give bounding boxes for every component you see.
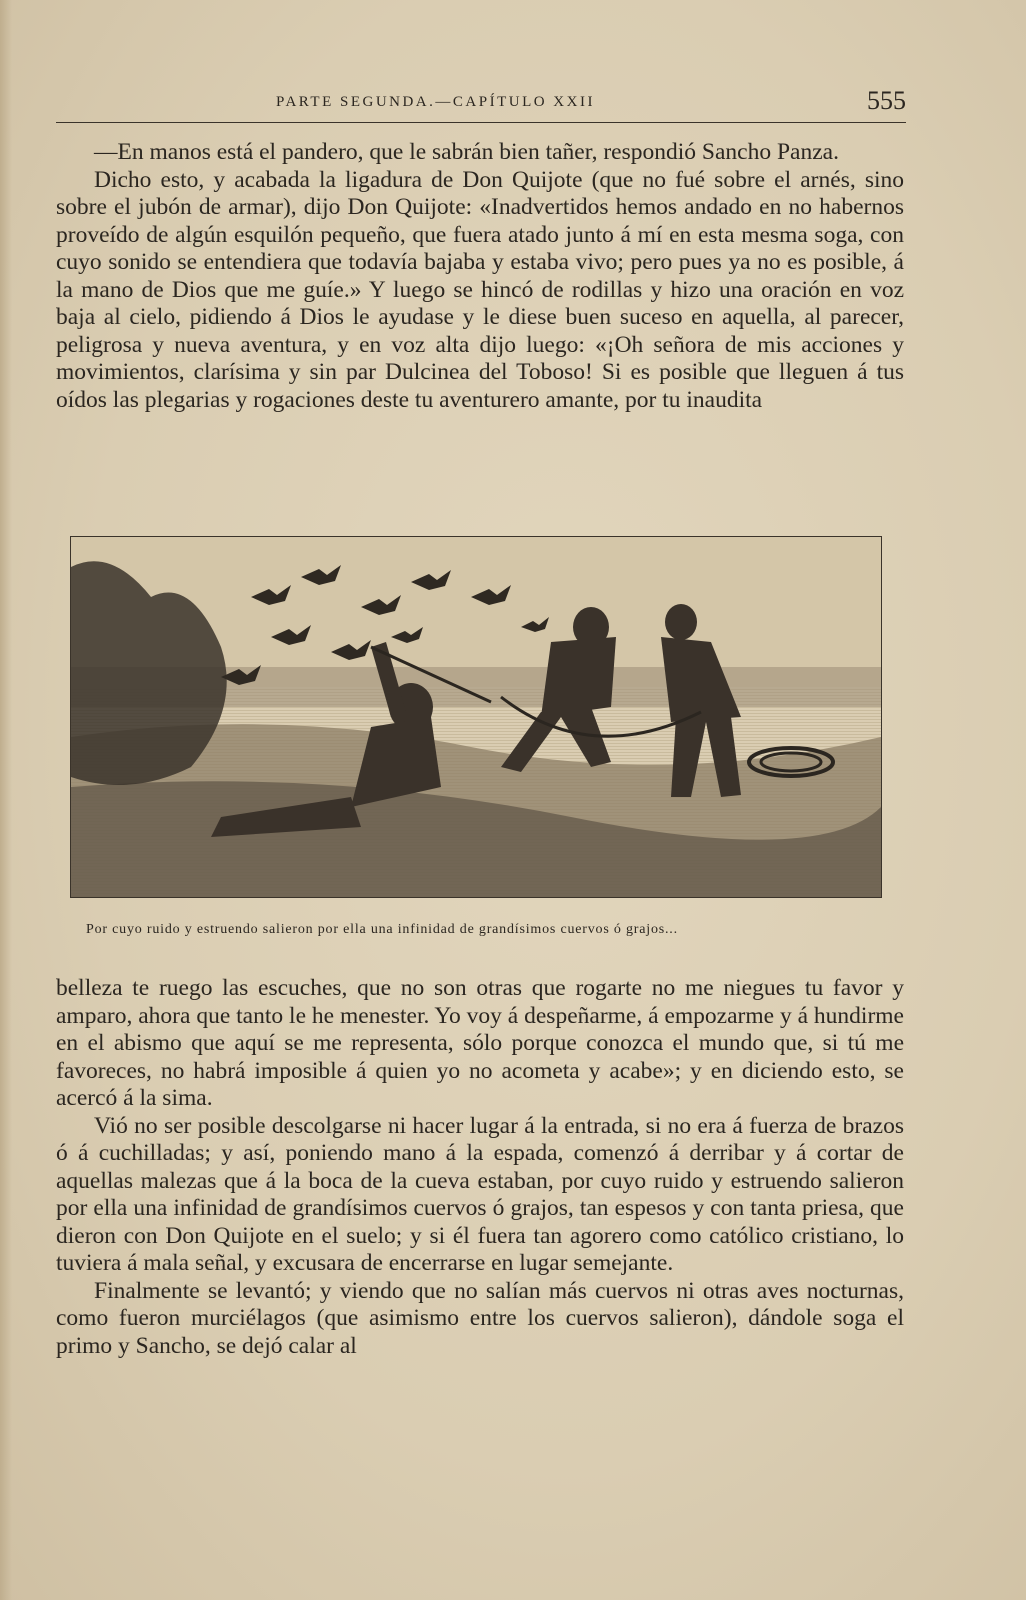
text-block-bottom [56,975,904,1360]
paragraph: —En manos está el pandero, que le sabrán bien tañer, respondió Sancho Panza. [94,139,839,165]
paragraph: Dicho esto, y acabada la ligadura de Don Quijote (que no fué sobre el arnés, sino sobre el jubón de armar), dijo Don Quijote: «Inadvertidos hemos andado en no habernos proveído de algún esquilón pequeño, que fuera atado junto á mí en esta mesma soga, con cuyo sonido se entendiera que todavía bajaba y estaba vivo; pero pues ya no es posible, á la mano de Dios que me guíe.» Y luego se hincó de rodillas y hizo una oración en voz baja al cielo, pidiendo á Dios le ayudase y le diese buen suceso en aquella, al parecer, peligrosa y nueva aventura, y en voz alta dijo luego: «¡Oh señora de mis acciones y movimientos, clarísima y sin par Dulcinea del Toboso! Si es posible que lleguen á tus oídos las plegarias y rogaciones deste tu aventurero amante, por tu inaudita [56,166,904,413]
engraving-illustration [70,536,882,898]
running-head: PARTE SEGUNDA.—CAPÍTULO XXII [276,94,595,110]
page-number: 555 [867,86,906,115]
paragraph: Finalmente se levantó; y viendo que no salían más cuervos ni otras aves nocturnas, como fueron murciélagos (que asimismo entre los cuervos salieron), dándole soga el primo y Sancho, se dejó calar al [56,1277,904,1359]
illustration-caption: Por cuyo ruido y estruendo salieron por ella una infinidad de grandísimos cuervos ó grajos... [86,922,678,937]
engraving-artwork [71,537,881,897]
paragraph: Vió no ser posible descolgarse ni hacer lugar á la entrada, si no era á fuerza de brazos ó á cuchilladas; y así, poniendo mano á la espada, comenzó á derribar y á cortar de aquellas malezas que á la boca de la cueva estaban, por cuyo ruido y estruendo salieron por ella una infinidad de grandísimos cuervos ó grajos, tan espesos y con tanta priesa, que dieron con Don Quijote en el suelo; y si él fuera tan agorero como católico cristiano, lo tuviera á mala señal, y excusara de encerrarse en lugar semejante. [56,1112,904,1276]
page-gutter-shadow [0,0,12,1600]
text-block-top [56,139,904,414]
paragraph: belleza te ruego las escuches, que no son otras que rogarte no me niegues tu favor y amparo, ahora que tanto le he menester. Yo voy á despeñarme, á empozarme y á hundirme en el abismo que aquí se me representa, sólo porque conozca el mundo que, si tú me favoreces, no habrá imposible á quien yo no acometa y acabe»; y en diciendo esto, se acercó á la sima. [56,975,904,1111]
page-header [56,88,906,123]
